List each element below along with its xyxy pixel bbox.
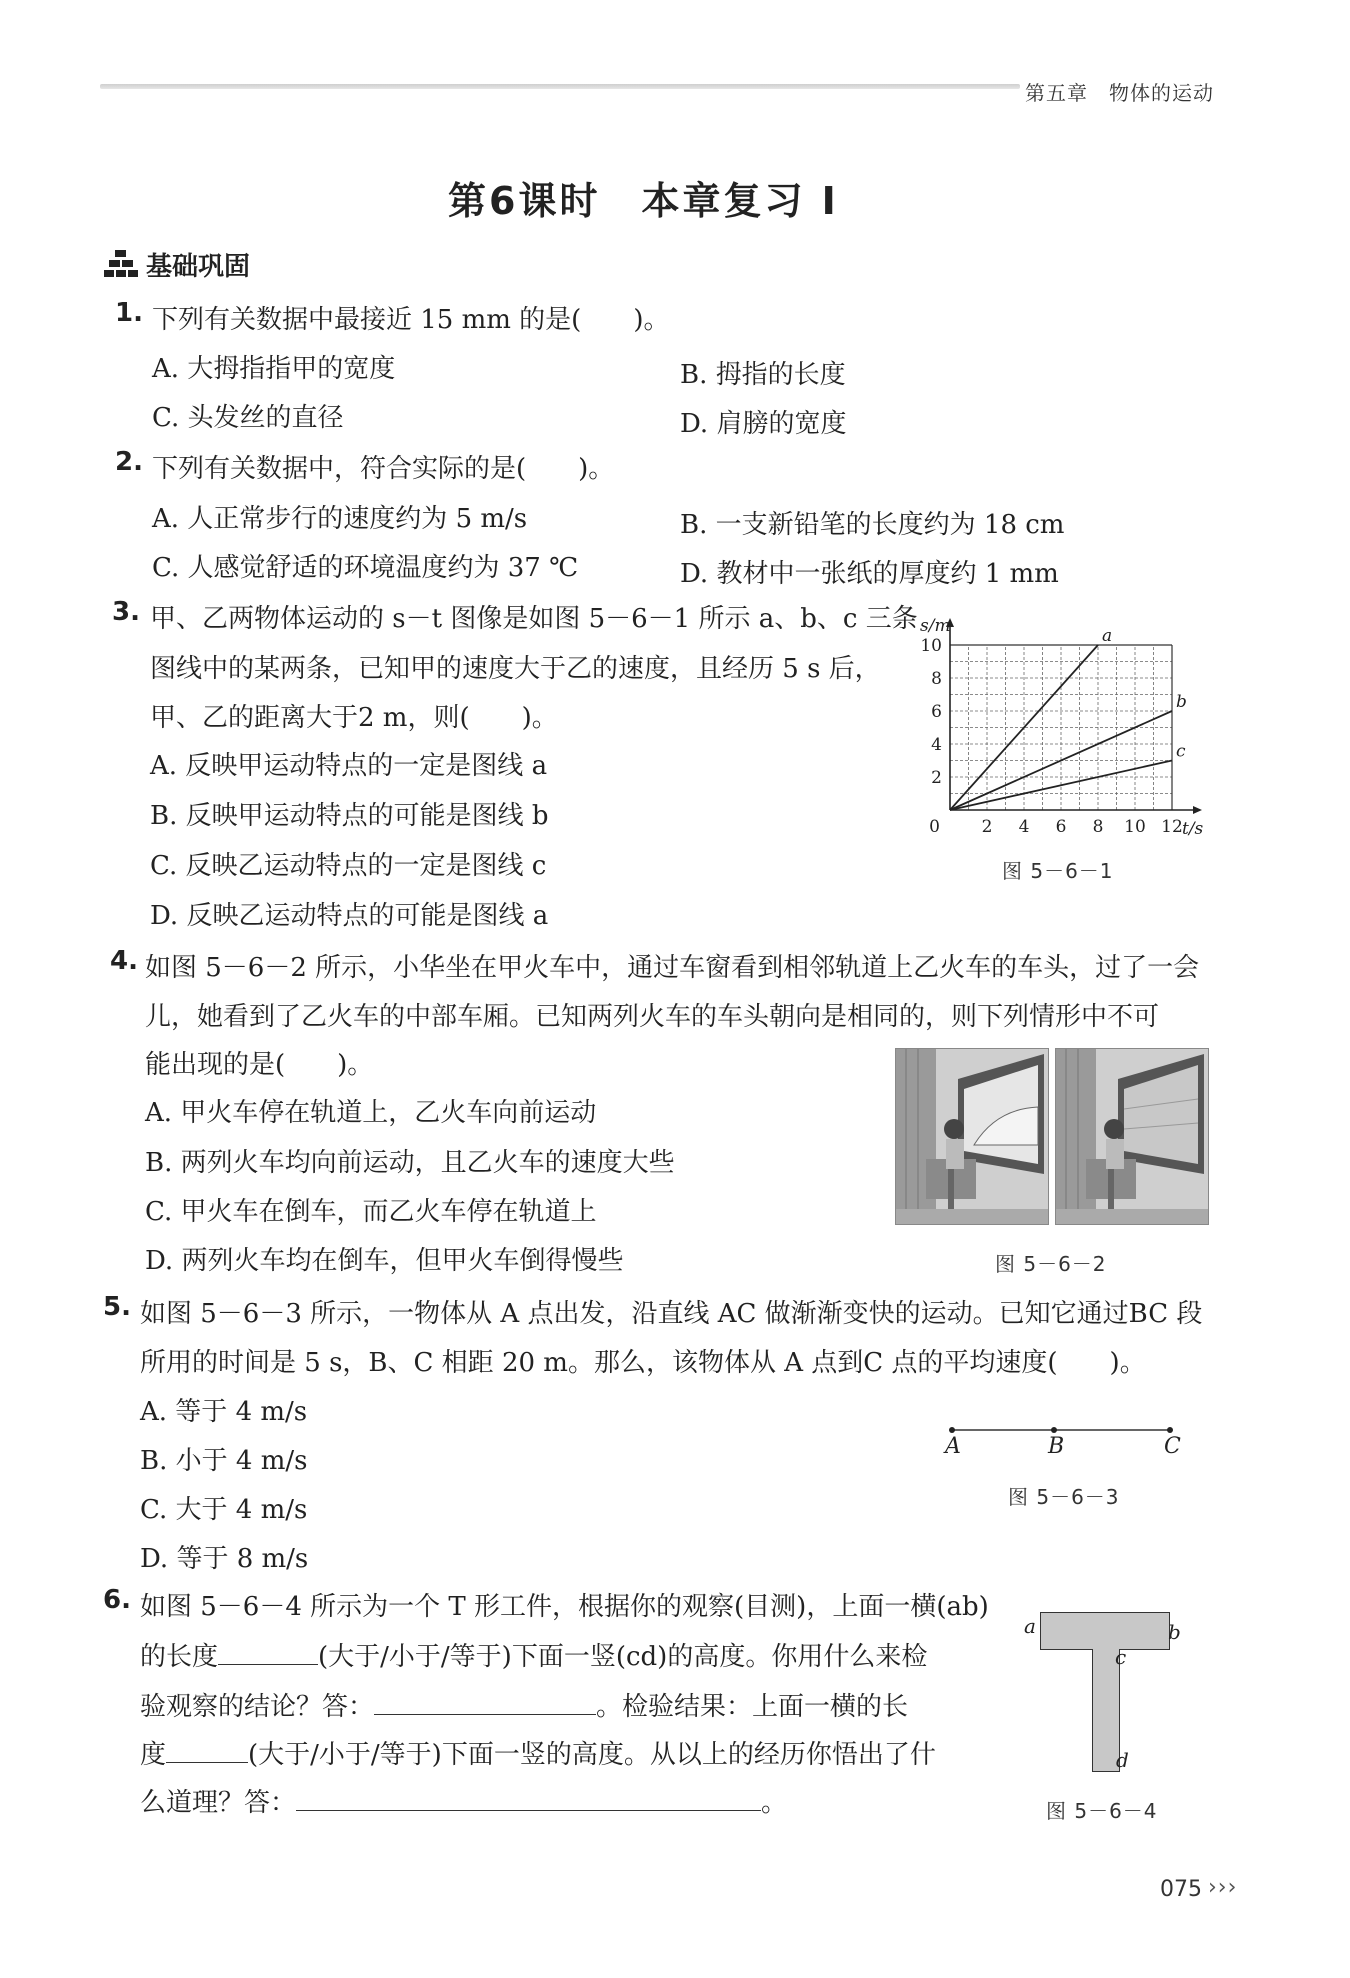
q4-option-c: C. 甲火车在倒车，而乙火车停在轨道上 xyxy=(145,1197,597,1227)
q6-line1: 如图 5－6－4 所示为一个 T 形工件，根据你的观察(目测)，上面一横(ab) xyxy=(140,1592,989,1622)
fig3-caption: 图 5－6－3 xyxy=(1008,1485,1120,1509)
q4-stem-line2: 儿，她看到了乙火车的中部车厢。已知两列火车的车头朝向是相同的，则下列情形中不可 xyxy=(145,1002,1160,1032)
q6-line2 xyxy=(140,1636,927,1673)
q1-option-c: C. 头发丝的直径 xyxy=(152,403,344,433)
q6-line3-start: 验观察的结论？答： xyxy=(140,1692,375,1722)
train-scene-right-image xyxy=(1056,1049,1208,1224)
q3-option-d: D. 反映乙运动特点的可能是图线 a xyxy=(150,901,549,931)
q6-line4 xyxy=(140,1734,936,1771)
header-rule xyxy=(100,84,1020,89)
q4-stem-line3: 能出现的是( )。 xyxy=(145,1050,374,1080)
label-d: d xyxy=(1116,1748,1129,1772)
q2-option-d: D. 教材中一张纸的厚度约 1 mm xyxy=(680,559,1059,589)
x-tick-label: 8 xyxy=(1092,817,1104,837)
q6-blank-4[interactable] xyxy=(296,1788,761,1811)
train-window-photo-left xyxy=(895,1048,1049,1225)
q5-option-d: D. 等于 8 m/s xyxy=(140,1544,309,1574)
q6-blank-1[interactable] xyxy=(218,1642,318,1665)
point-c-label: C xyxy=(1164,1434,1181,1459)
q6-line3 xyxy=(140,1686,908,1723)
fig4-caption: 图 5－6－4 xyxy=(1046,1799,1158,1823)
q4-option-d: D. 两列火车均在倒车，但甲火车倒得慢些 xyxy=(145,1246,624,1276)
q6-line5-end: 。 xyxy=(761,1788,788,1818)
label-a: a xyxy=(1024,1614,1036,1638)
q1-stem: 下列有关数据中最接近 15 mm 的是( )。 xyxy=(152,305,670,335)
q6-line3-end: 。检验结果：上面一横的长 xyxy=(596,1692,909,1722)
y-tick-label: 2 xyxy=(931,768,942,788)
y-tick-label: 6 xyxy=(931,702,942,722)
chapter-label: 第五章 物体的运动 xyxy=(1025,81,1214,105)
q2-stem: 下列有关数据中，符合实际的是( )。 xyxy=(152,454,615,484)
q5-option-b: B. 小于 4 m/s xyxy=(140,1446,308,1476)
point-b-label: B xyxy=(1048,1434,1065,1459)
x-tick-label: 2 xyxy=(981,817,993,837)
point-a-dot xyxy=(949,1427,955,1433)
q5-option-c: C. 大于 4 m/s xyxy=(140,1495,308,1525)
y-tick-label: 4 xyxy=(931,735,942,755)
q6-line2-start: 的长度 xyxy=(140,1642,219,1672)
q5-stem-line1: 如图 5－6－3 所示，一物体从 A 点出发，沿直线 AC 做渐渐变快的运动。已知它通过BC 段 xyxy=(140,1299,1203,1329)
train-scene-left-image xyxy=(896,1049,1048,1224)
q3-option-b: B. 反映甲运动特点的可能是图线 b xyxy=(150,801,549,831)
y-tick-label: 10 xyxy=(920,636,942,656)
q2-option-c: C. 人感觉舒适的环境温度约为 37 ℃ xyxy=(152,553,579,583)
q5-stem-line2: 所用的时间是 5 s，B、C 相距 20 m。那么，该物体从 A 点到C 点的平均速度( )。 xyxy=(140,1348,1146,1378)
train-window-photo-right xyxy=(1055,1048,1209,1225)
q2-option-a: A. 人正常步行的速度约为 5 m/s xyxy=(152,504,528,534)
q6-line5 xyxy=(140,1782,787,1819)
q6-line4-start: 度 xyxy=(140,1740,167,1770)
series-line-b xyxy=(950,711,1172,810)
q2-option-b: B. 一支新铅笔的长度约为 18 cm xyxy=(680,510,1065,540)
q4-option-a: A. 甲火车停在轨道上，乙火车向前运动 xyxy=(145,1098,597,1128)
point-b-dot xyxy=(1051,1427,1057,1433)
section-heading: 基础巩固 xyxy=(146,252,251,282)
x-tick-label: 10 xyxy=(1124,817,1146,837)
page-title: 第6课时 本章复习 Ⅰ xyxy=(448,179,839,223)
series-label-a: a xyxy=(1102,626,1113,646)
x-tick-label: 12 xyxy=(1161,817,1183,837)
q6-line5-start: 么道理？答： xyxy=(140,1788,297,1818)
x-tick-label: 4 xyxy=(1018,817,1030,837)
label-c: c xyxy=(1115,1645,1127,1669)
q5-option-a: A. 等于 4 m/s xyxy=(140,1397,308,1427)
q2-number: 2. xyxy=(115,447,143,477)
q1-option-b: B. 拇指的长度 xyxy=(680,360,846,390)
fig1-caption: 图 5－6－1 xyxy=(1002,859,1114,883)
page-number: 075 xyxy=(1160,1877,1202,1902)
q3-stem-line3: 甲、乙的距离大于2 m，则( )。 xyxy=(150,703,558,733)
point-a-label: A xyxy=(945,1434,961,1459)
q1-option-a: A. 大拇指指甲的宽度 xyxy=(152,354,396,384)
series-label-c: c xyxy=(1176,741,1186,762)
origin-label: 0 xyxy=(929,817,940,837)
t-shape-crossbar xyxy=(1040,1612,1170,1650)
point-c-dot xyxy=(1167,1427,1173,1433)
y-tick-label: 8 xyxy=(931,669,942,689)
q4-option-b: B. 两列火车均向前运动，且乙火车的速度大些 xyxy=(145,1148,675,1178)
q6-line2-end: (大于/小于/等于)下面一竖(cd)的高度。你用什么来检 xyxy=(318,1642,928,1672)
q6-number: 6. xyxy=(103,1585,131,1615)
x-tick-label: 6 xyxy=(1055,817,1067,837)
q6-blank-3[interactable] xyxy=(166,1740,248,1763)
q3-stem-line2: 图线中的某两条，已知甲的速度大于乙的速度，且经历 5 s 后， xyxy=(150,654,881,684)
y-axis-label: s/m xyxy=(920,616,951,636)
blocks-icon xyxy=(104,249,138,279)
q1-number: 1. xyxy=(115,298,143,328)
q1-option-d: D. 肩膀的宽度 xyxy=(680,409,847,439)
q4-number: 4. xyxy=(110,946,138,976)
q5-number: 5. xyxy=(103,1292,131,1322)
q3-number: 3. xyxy=(112,597,140,627)
x-axis-arrow xyxy=(1193,806,1202,814)
series-label-b: b xyxy=(1176,692,1187,712)
q3-option-c: C. 反映乙运动特点的一定是图线 c xyxy=(150,851,547,881)
x-axis-label: t/s xyxy=(1182,819,1204,839)
label-b: b xyxy=(1168,1620,1181,1644)
st-graph xyxy=(900,600,1230,850)
q6-blank-2[interactable] xyxy=(374,1692,596,1715)
q4-stem-line1: 如图 5－6－2 所示，小华坐在甲火车中，通过车窗看到相邻轨道上乙火车的车头，过了一会 xyxy=(145,953,1200,983)
q3-stem-line1: 甲、乙两物体运动的 s－t 图像是如图 5－6－1 所示 a、b、c 三条 xyxy=(150,604,918,634)
page-arrows-icon: ››› xyxy=(1208,1875,1238,1900)
q3-option-a: A. 反映甲运动特点的一定是图线 a xyxy=(150,751,548,781)
fig2-caption: 图 5－6－2 xyxy=(995,1252,1107,1276)
q6-line4-end: (大于/小于/等于)下面一竖的高度。从以上的经历你悟出了什 xyxy=(248,1740,936,1770)
